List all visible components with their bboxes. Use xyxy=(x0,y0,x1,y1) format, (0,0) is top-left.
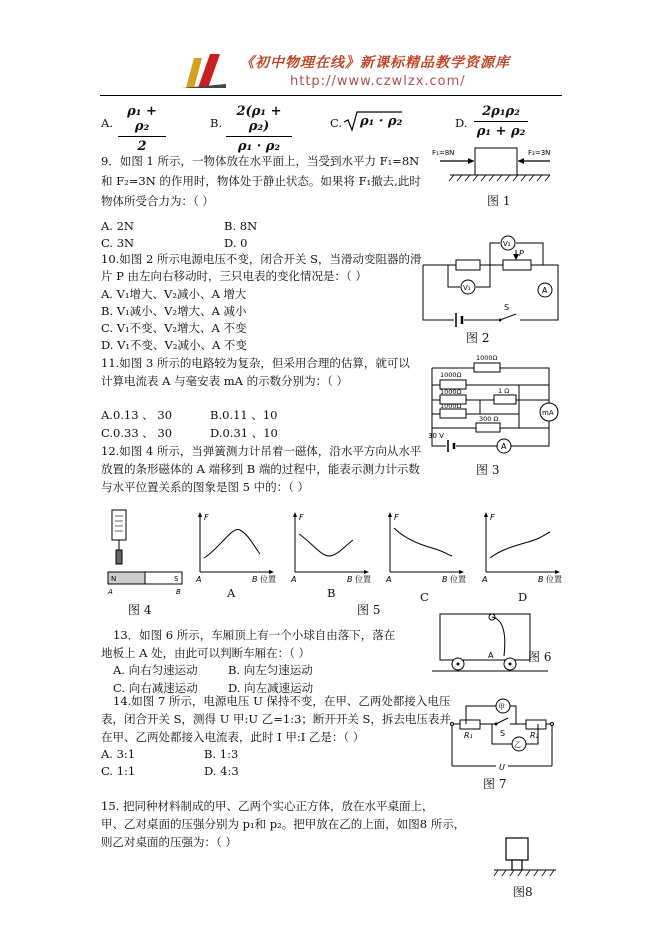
axis-end-b: B xyxy=(252,575,258,584)
voltage-u-label: U xyxy=(499,763,505,772)
meter-jia-label: 甲 xyxy=(498,703,505,711)
axis-end-b: B xyxy=(538,575,544,584)
q8-option-d-numerator: 2ρ₁ρ₂ xyxy=(482,104,520,119)
graph-b-label: B xyxy=(327,586,336,600)
figure-4-caption: 图 4 xyxy=(128,603,152,617)
q11-line-2: 计算电流表 A 与毫安表 mA 的示数分别为：（ ） xyxy=(101,374,349,388)
v1-meter-label: V₁ xyxy=(463,284,471,292)
figure-2-circuit xyxy=(418,235,563,330)
milliammeter-label: mA xyxy=(542,409,554,417)
q8-option-a-label: A. xyxy=(101,116,113,130)
axis-f-label: F xyxy=(204,513,209,522)
header-rule xyxy=(100,95,562,96)
q8-option-b-denominator: ρ₁ · ρ₂ xyxy=(237,139,281,154)
axis-f-label: F xyxy=(394,513,399,522)
q9-line-1: 9．如图 1 所示，一物体放在水平面上，当受到水平力 F₁=8N xyxy=(101,154,420,168)
site-logo xyxy=(180,48,230,90)
figure-5-caption: 图 5 xyxy=(357,603,381,617)
figure-3-circuit xyxy=(424,350,564,455)
figure-8-caption: 图8 xyxy=(513,885,533,899)
q11-line-1: 11.如图 3 所示的电路较为复杂，但采用合理的估算，就可以 xyxy=(101,356,410,370)
axis-end-b: B xyxy=(347,575,353,584)
q15-line-1: 15. 把同种材料制成的甲、乙两个实心正方体，放在水平桌面上， xyxy=(101,799,434,813)
magnet-end-a-label: A xyxy=(108,588,113,596)
figure-2-caption: 图 2 xyxy=(466,331,490,345)
q14-option-b: B. 1:3 xyxy=(204,747,239,761)
switch-s-label: S xyxy=(504,303,510,312)
axis-start-a: A xyxy=(196,575,202,584)
q8-option-d-fraction xyxy=(474,104,528,139)
q13-option-b: B. 向左匀速运动 xyxy=(228,663,313,677)
q10-option-a: A. V₁增大、V₂减小、A 增大 xyxy=(101,287,247,301)
q13-line-2: 地板上 A 处，由此可以判断车厢在：（ ） xyxy=(101,646,311,660)
q8-option-b-label: B. xyxy=(210,116,223,130)
q9-option-b: B. 8N xyxy=(224,219,258,233)
graph-d-label: D xyxy=(518,590,528,604)
figure-7-caption: 图 7 xyxy=(483,777,507,791)
q9-option-c: C. 3N xyxy=(101,236,135,250)
q8-option-d-denominator: ρ₁ + ρ₂ xyxy=(476,124,526,139)
q11-option-d: D.0.31 、10 xyxy=(210,426,278,440)
figure-1-caption: 图 1 xyxy=(487,194,511,208)
q12-line-2: 放置的条形磁体的 A 端移到 B 端的过程中，能表示测力计示数 xyxy=(101,462,420,476)
slider-p-label: P xyxy=(519,249,524,258)
q8-option-a-denominator: 2 xyxy=(137,139,147,154)
site-url: http://www.czwlzx.com/ xyxy=(290,74,466,89)
q8-option-b-numerator: 2(ρ₁ + ρ₂) xyxy=(236,104,282,134)
f1-label: F₁=8N xyxy=(432,149,455,157)
axis-f-label: F xyxy=(299,513,304,522)
f2-label: F₂=3N xyxy=(528,149,551,157)
q12-line-1: 12.如图 4 所示，当弹簧测力计吊着一磁体，沿水平方向从水平 xyxy=(101,444,422,458)
q11-option-c: C.0.33 、 30 xyxy=(101,426,173,440)
q9-line-3: 物体所受合力为：（ ） xyxy=(101,194,214,208)
q14-line-2: 表，闭合开关 S，测得 U 甲:U 乙=1:3；断开开关 S，拆去电压表并 xyxy=(101,712,451,726)
resistor-6-label: 300 Ω xyxy=(479,415,499,423)
axis-start-a: A xyxy=(482,575,488,584)
q13-option-c: C. 向右减速运动 xyxy=(113,681,198,695)
q11-option-b: B.0.11 、10 xyxy=(210,408,278,422)
graph-a xyxy=(192,510,282,585)
landing-point-label: A xyxy=(488,651,494,660)
q8-option-a-numerator: ρ₁ + ρ₂ xyxy=(127,104,157,134)
resistor-1-label: 1000Ω xyxy=(476,354,498,362)
r1-label: R₁ xyxy=(464,731,473,740)
axis-start-a: A xyxy=(386,575,392,584)
q9-option-d: D. 0 xyxy=(224,236,248,250)
axis-position-label: 位置 xyxy=(450,575,466,584)
q13-option-a: A. 向右匀速运动 xyxy=(113,663,198,677)
resistor-2-label: 1000Ω xyxy=(440,371,462,379)
figure-6-cart xyxy=(430,608,550,678)
resistor-3-label: 1000Ω xyxy=(440,388,462,396)
resistor-4-label: 1000Ω xyxy=(440,402,462,410)
figure-6-caption: 图 6 xyxy=(528,650,552,664)
q8-option-d-label: D. xyxy=(455,116,468,130)
figure-1-diagram xyxy=(430,143,560,188)
q14-line-1: 14.如图 7 所示，电源电压 U 保持不变，在甲、乙两处都接入电压 xyxy=(113,694,451,708)
voltage-label: 30 V xyxy=(428,432,444,440)
graph-c xyxy=(382,510,472,585)
q10-option-b: B. V₁减小、V₂增大、A 减小 xyxy=(101,304,247,318)
ammeter-label: A xyxy=(501,442,507,451)
figure-4-spring-scale xyxy=(106,508,186,598)
q9-option-a: A. 2N xyxy=(101,219,134,233)
graph-d xyxy=(478,510,568,585)
q14-option-a: A. 3:1 xyxy=(101,747,136,761)
q11-option-a: A.0.13 、 30 xyxy=(101,408,173,422)
q10-option-c: C. V₁不变、V₂增大、A 不变 xyxy=(101,321,247,335)
v2-meter-label: V₂ xyxy=(503,240,511,248)
q13-line-1: 13．如图 6 所示，车厢顶上有一个小球自由落下，落在 xyxy=(113,628,396,642)
magnet-n-label: N xyxy=(111,575,117,583)
axis-start-a: A xyxy=(291,575,297,584)
r2-label: R₂ xyxy=(530,731,539,740)
q13-option-d: D. 向左减速运动 xyxy=(228,681,314,695)
q14-option-c: C. 1:1 xyxy=(101,764,136,778)
resistor-5-label: 1 Ω xyxy=(498,387,510,395)
graph-b xyxy=(287,510,377,585)
figure-7-circuit xyxy=(446,694,561,779)
figure-8-cubes xyxy=(490,836,560,886)
q8-option-c-expression: ρ₁ · ρ₂ xyxy=(360,114,403,129)
q10-option-d: D. V₁不变、V₂减小、A 不变 xyxy=(101,338,247,352)
q9-line-2: 和 F₂=3N 的作用时，物体处于静止状态。如果将 F₁撤去,此时 xyxy=(101,174,421,188)
axis-f-label: F xyxy=(490,513,495,522)
switch-s-label: S xyxy=(500,729,506,738)
site-title: 《初中物理在线》新课标精品教学资源库 xyxy=(240,55,510,71)
q15-line-2: 甲、乙对桌面的压强分别为 p₁和 p₂。把甲放在乙的上面，如图8 所示， xyxy=(101,817,466,831)
axis-end-b: B xyxy=(442,575,448,584)
q15-line-3: 则乙对桌面的压强为：（ ） xyxy=(101,835,237,849)
q10-line-1: 10.如图 2 所示电源电压不变，闭合开关 S，当滑动变阻器的滑 xyxy=(101,252,422,266)
meter-yi-label: 乙 xyxy=(514,741,521,749)
q14-option-d: D. 4:3 xyxy=(204,764,239,778)
axis-position-label: 位置 xyxy=(546,575,562,584)
ammeter-label: A xyxy=(542,286,548,295)
magnet-end-b-label: B xyxy=(176,588,181,596)
axis-position-label: 位置 xyxy=(260,575,276,584)
graph-c-label: C xyxy=(420,590,429,604)
axis-position-label: 位置 xyxy=(355,575,371,584)
q8-option-a-fraction xyxy=(118,104,166,154)
figure-3-caption: 图 3 xyxy=(476,463,500,477)
q10-line-2: 片 P 由左向右移动时，三只电表的变化情况是：（ ） xyxy=(101,269,367,283)
graph-a-label: A xyxy=(227,586,236,600)
q8-option-b-fraction xyxy=(226,104,292,154)
magnet-s-label: S xyxy=(174,575,179,583)
q12-line-3: 与水平位置关系的图象是图 5 中的：（ ） xyxy=(101,480,310,494)
q14-line-3: 在甲、乙两处都接入电流表，此时 I 甲:I 乙是：（ ） xyxy=(101,730,365,744)
q8-option-c-label: C. xyxy=(330,116,343,130)
